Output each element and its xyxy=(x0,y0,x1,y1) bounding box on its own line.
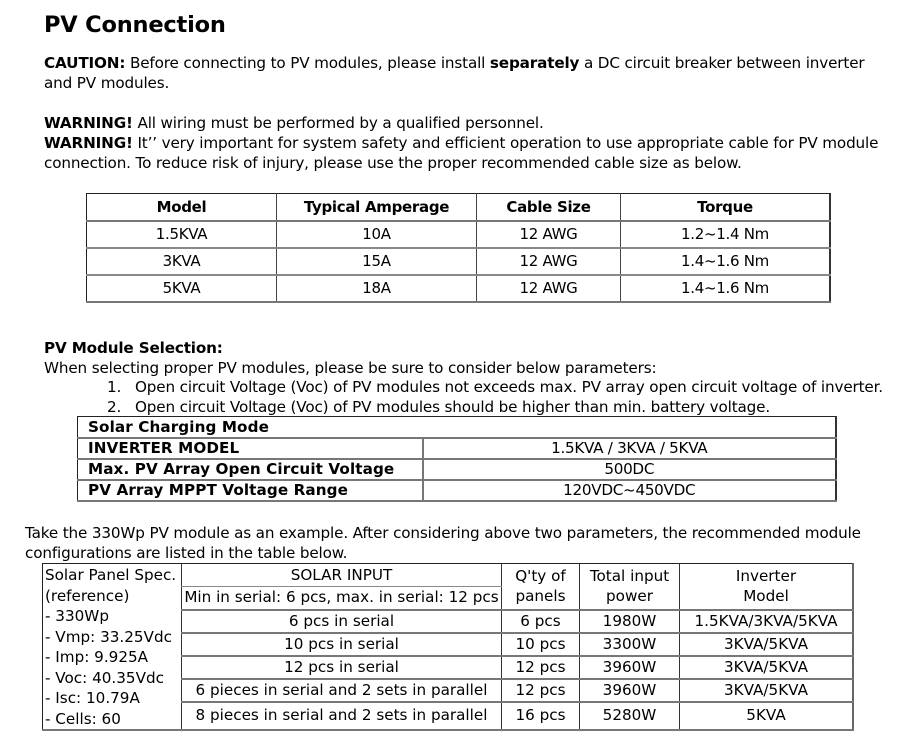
table-row xyxy=(78,438,837,459)
module-selection-heading: PV Module Selection: xyxy=(44,339,223,357)
header-line: Q'ty of xyxy=(515,567,566,586)
warning-2-cont: connection. To reduce risk of injury, please use the proper recommended cable size as below. xyxy=(44,154,742,172)
solar-charging-title: Solar Charging Mode xyxy=(78,417,837,438)
cell-cable-size: 12 AWG xyxy=(477,248,621,275)
list-item-num: 1. xyxy=(107,378,122,396)
header-inverter-model xyxy=(680,564,854,610)
warning-1 xyxy=(44,113,544,133)
spec-line: - Vmp: 33.25Vdc xyxy=(45,627,172,646)
cell-model: 3KVA xyxy=(87,248,277,275)
spec-line: - Voc: 40.35Vdc xyxy=(45,668,164,687)
header-line: Model xyxy=(743,587,789,606)
cell-qty: 12 pcs xyxy=(502,656,580,679)
table-row xyxy=(87,248,831,275)
example-text-cont: configurations are listed in the table below. xyxy=(25,544,348,562)
cell-model: 3KVA/5KVA xyxy=(680,679,854,702)
cell-config: 6 pcs in serial xyxy=(182,610,502,633)
row-value: 500DC xyxy=(423,459,837,480)
caution-paragraph-cont: and PV modules. xyxy=(44,74,170,92)
header-line: Inverter xyxy=(735,567,797,586)
cell-qty: 6 pcs xyxy=(502,610,580,633)
cell-torque: 1.4~1.6 Nm xyxy=(621,248,831,275)
list-item-num: 2. xyxy=(107,398,122,416)
spec-line: - Cells: 60 xyxy=(45,709,121,728)
table-row xyxy=(87,275,831,302)
table-row xyxy=(78,480,837,501)
cell-cable-size: 12 AWG xyxy=(477,275,621,302)
cell-model: 3KVA/5KVA xyxy=(680,633,854,656)
table-header-row xyxy=(87,194,831,221)
cell-amperage: 10A xyxy=(277,221,477,248)
row-value: 120VDC~450VDC xyxy=(423,480,837,501)
cell-amperage: 18A xyxy=(277,275,477,302)
cell-qty: 16 pcs xyxy=(502,702,580,731)
cell-torque: 1.2~1.4 Nm xyxy=(621,221,831,248)
cell-model: 5KVA xyxy=(162,279,201,297)
table-title-row xyxy=(78,417,837,438)
cell-qty: 10 pcs xyxy=(502,633,580,656)
caution-emphasis: separately xyxy=(489,54,580,72)
warning-2-label: WARNING! xyxy=(44,134,133,152)
cell-qty: 12 pcs xyxy=(502,679,580,702)
header-line: Total input xyxy=(589,567,670,586)
spec-line: - Imp: 9.925A xyxy=(45,648,149,666)
cell-amperage: 15A xyxy=(277,248,477,275)
cell-config: 8 pieces in serial and 2 sets in parallel xyxy=(182,702,502,731)
cell-config: 6 pieces in serial and 2 sets in parallel xyxy=(182,679,502,702)
warning-2 xyxy=(44,133,878,153)
warning-1-text: All wiring must be performed by a qualified personnel. xyxy=(132,114,544,132)
header-total-input-power xyxy=(580,564,680,610)
solar-panel-spec xyxy=(43,564,182,731)
list-item: Open circuit Voltage (Voc) of PV modules not exceeds max. PV array open circuit voltage of inverter. xyxy=(135,378,883,396)
row-label: INVERTER MODEL xyxy=(78,438,423,459)
solar-charging-table xyxy=(77,416,837,502)
cell-model: 1.5KVA/3KVA/5KVA xyxy=(680,610,854,633)
table-header-row xyxy=(43,564,854,587)
spec-line: Solar Panel Spec. xyxy=(45,566,177,584)
cell-power: 3960W xyxy=(580,679,680,702)
spec-line: - Isc: 10.79A xyxy=(45,689,140,707)
row-value: 1.5KVA / 3KVA / 5KVA xyxy=(423,438,837,459)
module-configuration-table xyxy=(42,563,854,731)
cell-power: 3960W xyxy=(580,656,680,679)
cell-power: 3300W xyxy=(580,633,680,656)
cell-model: 5KVA xyxy=(680,702,854,731)
module-selection-intro: When selecting proper PV modules, please be sure to consider below parameters: xyxy=(44,359,657,377)
cell-config: 12 pcs in serial xyxy=(182,656,502,679)
header-torque: Torque xyxy=(621,194,831,221)
cell-power: 1980W xyxy=(580,610,680,633)
header-qty-of-panels xyxy=(502,564,580,610)
cable-size-table xyxy=(86,193,831,303)
warning-2-text: It’’ very important for system safety and efficient operation to use appropriate cable for PV module xyxy=(132,134,879,152)
solar-input-range: Min in serial: 6 pcs, max. in serial: 12 pcs xyxy=(182,587,502,610)
cell-config: 10 pcs in serial xyxy=(182,633,502,656)
caution-label: CAUTION: xyxy=(44,54,126,72)
page-title: PV Connection xyxy=(44,12,226,38)
header-cable-size: Cable Size xyxy=(477,194,621,221)
cell-torque: 1.4~1.6 Nm xyxy=(621,275,831,302)
header-model: Model xyxy=(87,194,277,221)
header-solar-input: SOLAR INPUT xyxy=(182,564,502,587)
caution-paragraph xyxy=(44,53,864,73)
cell-model: 1.5KVA xyxy=(87,221,277,248)
row-label: PV Array MPPT Voltage Range xyxy=(88,481,349,499)
header-typical-amperage: Typical Amperage xyxy=(277,194,477,221)
row-label: Max. PV Array Open Circuit Voltage xyxy=(78,459,423,480)
caution-text-b: a DC circuit breaker between inverter xyxy=(579,54,865,72)
header-line: panels xyxy=(515,587,566,606)
spec-line: (reference) xyxy=(45,586,130,605)
caution-text-a: Before connecting to PV modules, please install xyxy=(125,54,490,72)
table-row xyxy=(78,459,837,480)
header-line: power xyxy=(606,587,653,606)
cell-power: 5280W xyxy=(580,702,680,731)
spec-line: - 330Wp xyxy=(45,607,109,625)
cell-model: 3KVA/5KVA xyxy=(680,656,854,679)
list-item: Open circuit Voltage (Voc) of PV modules should be higher than min. battery voltage. xyxy=(135,398,771,416)
warning-1-label: WARNING! xyxy=(44,114,133,132)
cell-cable-size: 12 AWG xyxy=(477,221,621,248)
table-row xyxy=(87,221,831,248)
example-text: Take the 330Wp PV module as an example. After considering above two parameters, the recommended module xyxy=(25,524,861,542)
